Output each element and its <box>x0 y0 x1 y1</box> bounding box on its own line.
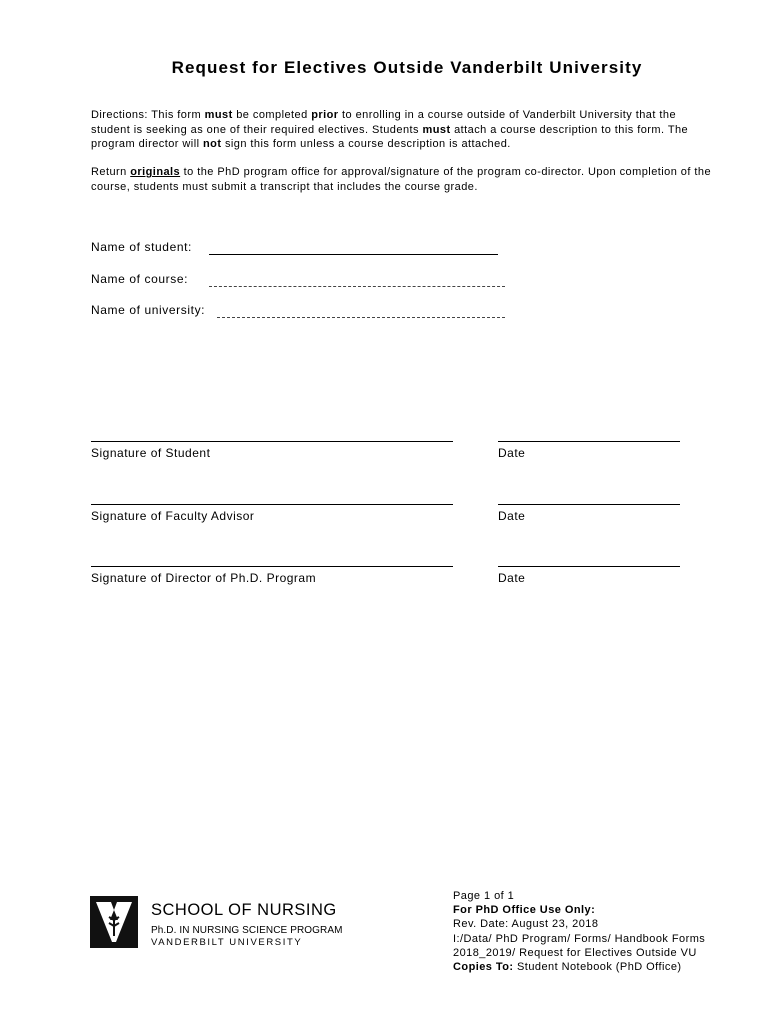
return-text: Return <box>91 166 131 178</box>
student-signature-label: Signature of Student <box>91 446 211 460</box>
school-logo <box>90 895 390 949</box>
director-signature-label: Signature of Director of Ph.D. Program <box>91 571 317 585</box>
director-signature-line[interactable] <box>91 566 453 567</box>
directions-paragraph <box>91 108 716 152</box>
student-date-label: Date <box>498 446 526 460</box>
university-name-label: Name of university: <box>91 303 206 317</box>
copies-to-label: Copies To: <box>453 961 514 974</box>
directions-text: attach a course description to this form. The program director will <box>91 123 689 150</box>
vanderbilt-v-icon <box>90 896 138 948</box>
advisor-signature-label: Signature of Faculty Advisor <box>91 509 255 523</box>
page-number: Page 1 of 1 <box>453 890 515 902</box>
directions-bold-prior: prior <box>311 109 339 121</box>
file-path: I:/Data/ PhD Program/ Forms/ Handbook Forms 2018_2019/ Request for Electives Outside VU <box>453 932 706 959</box>
revision-date: Rev. Date: August 23, 2018 <box>453 918 599 931</box>
logo-university-name: VANDERBILT UNIVERSITY <box>151 937 303 948</box>
footer-block <box>453 889 713 974</box>
course-name-label: Name of course: <box>91 272 189 286</box>
logo-school-name: SCHOOL OF NURSING <box>151 901 337 919</box>
return-bold-originals: originals <box>130 166 181 178</box>
university-name-field[interactable] <box>217 303 505 318</box>
director-date-label: Date <box>498 571 526 585</box>
directions-text: to enrolling in a course outside of Vanderbilt University that the student is seeking as one of their required electives. Students <box>91 109 677 136</box>
director-date-line[interactable] <box>498 566 680 567</box>
directions-bold-must: must <box>422 123 451 136</box>
logo-program-name: Ph.D. IN NURSING SCIENCE PROGRAM <box>151 925 343 936</box>
copies-to-value: Student Notebook (PhD Office) <box>513 961 682 974</box>
student-name-field[interactable] <box>209 240 498 255</box>
office-use-heading: For PhD Office Use Only: <box>453 904 596 917</box>
return-paragraph <box>91 165 716 194</box>
advisor-date-label: Date <box>498 509 526 523</box>
page-title: Request for Electives Outside Vanderbilt University <box>171 58 643 77</box>
directions-bold-must: must <box>204 109 233 121</box>
advisor-signature-line[interactable] <box>91 504 453 505</box>
directions-text: be completed <box>232 109 312 121</box>
student-name-label: Name of student: <box>91 240 192 254</box>
directions-text: sign this form unless a course description is attached. <box>221 138 511 150</box>
advisor-date-line[interactable] <box>498 504 680 505</box>
copies-to <box>453 960 713 974</box>
student-signature-line[interactable] <box>91 441 453 442</box>
directions-text: Directions: This form <box>91 109 205 121</box>
directions-bold-not: not <box>202 138 222 150</box>
return-text: to the PhD program office for approval/signature of the program co-director. Upon completion of the course, students must submit a transcript that includes the course grade. <box>91 166 712 193</box>
course-name-field[interactable] <box>209 272 505 287</box>
student-date-line[interactable] <box>498 441 680 442</box>
